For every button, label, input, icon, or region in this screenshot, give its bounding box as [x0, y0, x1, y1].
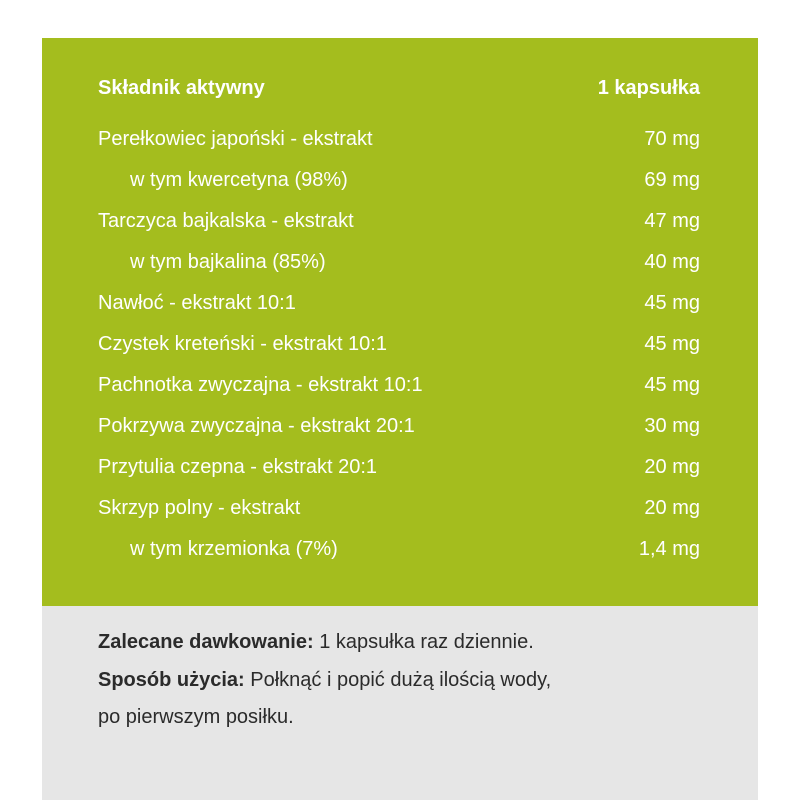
- table-row: [42, 447, 758, 487]
- ingredients-table: [42, 38, 758, 606]
- header-amount: 1 kapsułka: [597, 77, 700, 99]
- ingredient-name: Skrzyp polny - ekstrakt: [98, 497, 301, 519]
- table-row: [42, 242, 758, 282]
- ingredient-amount: 45 mg: [644, 333, 700, 355]
- ingredient-amount: 20 mg: [644, 456, 700, 478]
- table-row: [42, 324, 758, 364]
- table-row: [42, 283, 758, 323]
- ingredient-amount: 1,4 mg: [638, 538, 700, 560]
- usage-text: Połknąć i popić dużą ilością wody,: [244, 669, 552, 691]
- ingredient-name: w tym bajkalina (85%): [130, 251, 326, 273]
- ingredient-name: Nawłoć - ekstrakt 10:1: [98, 292, 296, 314]
- table-row: [42, 488, 758, 528]
- dosage-line: [98, 627, 718, 657]
- table-row: [42, 406, 758, 446]
- ingredient-name: w tym krzemionka (7%): [130, 538, 338, 560]
- ingredient-name: Perełkowiec japoński - ekstrakt: [98, 128, 373, 150]
- ingredient-name: w tym kwercetyna (98%): [130, 169, 348, 191]
- ingredient-name: Pachnotka zwyczajna - ekstrakt 10:1: [98, 374, 423, 396]
- ingredient-name: Pokrzywa zwyczajna - ekstrakt 20:1: [98, 415, 415, 437]
- ingredient-amount: 70 mg: [644, 128, 700, 150]
- ingredient-amount: 45 mg: [644, 292, 700, 314]
- usage-line-2: [98, 702, 718, 732]
- header-ingredient: Składnik aktywny: [98, 77, 265, 99]
- table-row: [42, 529, 758, 569]
- table-row: [42, 365, 758, 405]
- ingredient-amount: 69 mg: [644, 169, 700, 191]
- ingredient-amount: 20 mg: [644, 497, 700, 519]
- table-header: [42, 68, 758, 108]
- ingredient-amount: 40 mg: [644, 251, 700, 273]
- usage-line: [98, 665, 718, 695]
- usage-label: Sposób użycia:: [98, 669, 245, 691]
- usage-text-2: po pierwszym posiłku.: [98, 706, 294, 728]
- table-row: [42, 119, 758, 159]
- ingredient-name: Przytulia czepna - ekstrakt 20:1: [98, 456, 378, 478]
- ingredient-amount: 45 mg: [644, 374, 700, 396]
- ingredient-name: Tarczyca bajkalska - ekstrakt: [98, 210, 354, 232]
- dosage-text: 1 kapsułka raz dziennie.: [313, 631, 534, 653]
- table-row: [42, 201, 758, 241]
- dosage-label: Zalecane dawkowanie:: [98, 631, 314, 653]
- ingredient-name: Czystek kreteński - ekstrakt 10:1: [98, 333, 387, 355]
- ingredient-amount: 30 mg: [644, 415, 700, 437]
- ingredient-amount: 47 mg: [644, 210, 700, 232]
- table-row: [42, 160, 758, 200]
- label-panel: [42, 38, 758, 800]
